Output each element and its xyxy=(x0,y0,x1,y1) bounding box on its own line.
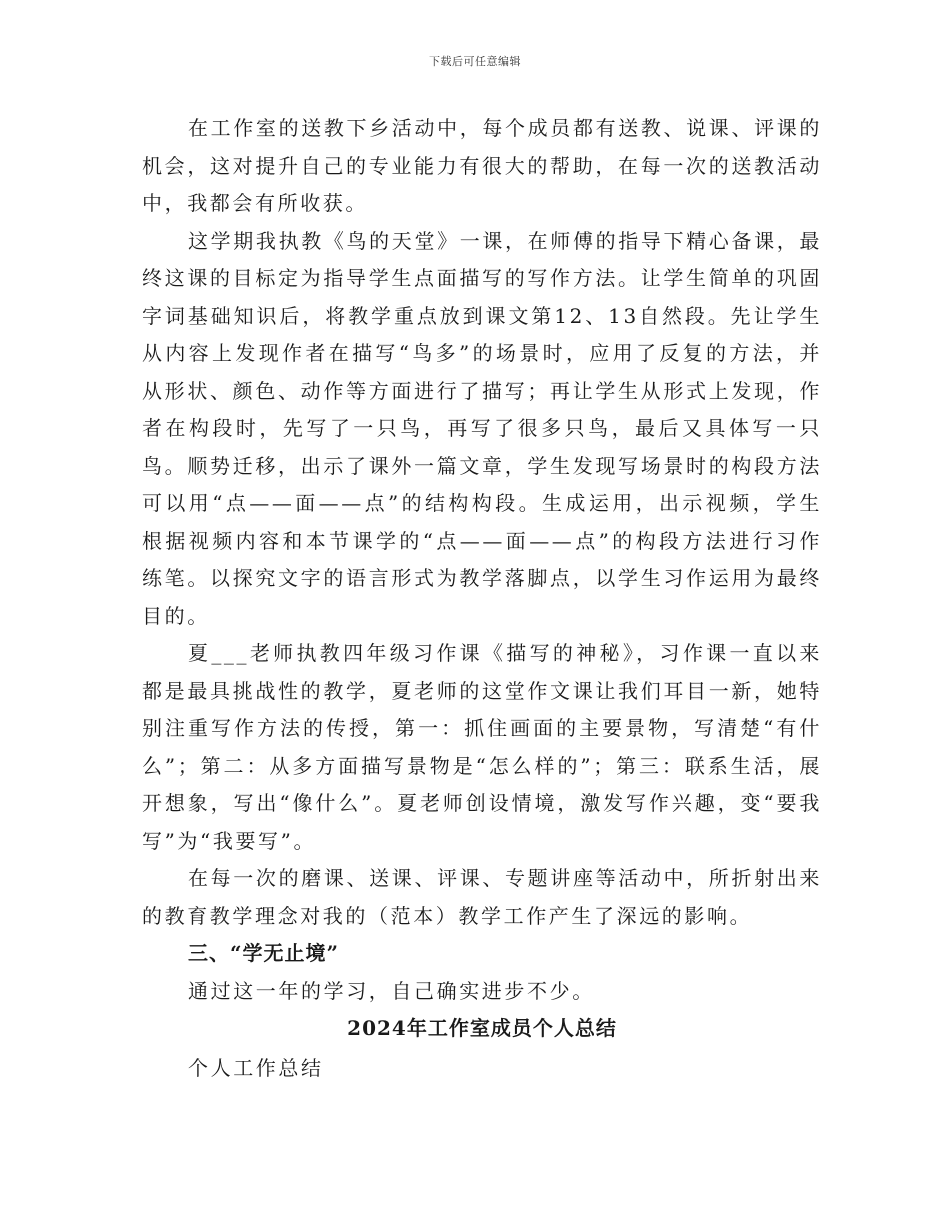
paragraph-outreach-intro: 在工作室的送教下乡活动中，每个成员都有送教、说课、评课的机会，这对提升自己的专业能力有很大的帮助，在每一次的送教活动中，我都会有所收获。 xyxy=(142,116,822,215)
document-body xyxy=(142,110,822,1087)
document-title: 2024年工作室成员个人总结 xyxy=(347,1016,617,1040)
paragraph-writing-lesson: 夏___老师执教四年级习作课《描写的神秘》，习作课一直以来都是最具挑战性的教学，夏老师的这堂作文课让我们耳目一新，她特别注重写作方法的传授，第一：抓住画面的主要景物，写清楚“有什么”；第二：从多方面描写景物是“怎么样的”；第三：联系生活，展开想象，写出“像什么”。夏老师创设情境，激发写作兴趣，变“要我写”为“我要写”。 xyxy=(142,641,822,853)
paragraph-progress: 通过这一年的学习，自己确实进步不少。 xyxy=(188,978,595,1003)
sub-heading: 个人工作总结 xyxy=(188,1055,324,1080)
paragraph-bird-paradise-lesson: 这学期我执教《鸟的天堂》一课，在师傅的指导下精心备课，最终这课的目标定为指导学生点面描写的写作方法。让学生简单的巩固字词基础知识后，将教学重点放到课文第12、13自然段。先让学生从内容上发现作者在描写“鸟多”的场景时，应用了反复的方法，并从形状、颜色、动作等方面进行了描写；再让学生从形式上发现，作者在构段时，先写了一只鸟，再写了很多只鸟，最后又具体写一只鸟。顺势迁移，出示了课外一篇文章，学生发现写场景时的构段方法可以用“点——面——点”的结构构段。生成运用，出示视频，学生根据视频内容和本节课学的“点——面——点”的构段方法进行习作练笔。以探究文字的语言形式为教学落脚点，以学生习作运用为最终目的。 xyxy=(142,228,822,628)
paragraph-influence: 在每一次的磨课、送课、评课、专题讲座等活动中，所折射出来的教育教学理念对我的（范本）教学工作产生了深远的影响。 xyxy=(142,866,822,928)
header-note: 下载后可任意编辑 xyxy=(429,55,521,68)
section-heading: 三、“学无止境” xyxy=(188,941,340,965)
